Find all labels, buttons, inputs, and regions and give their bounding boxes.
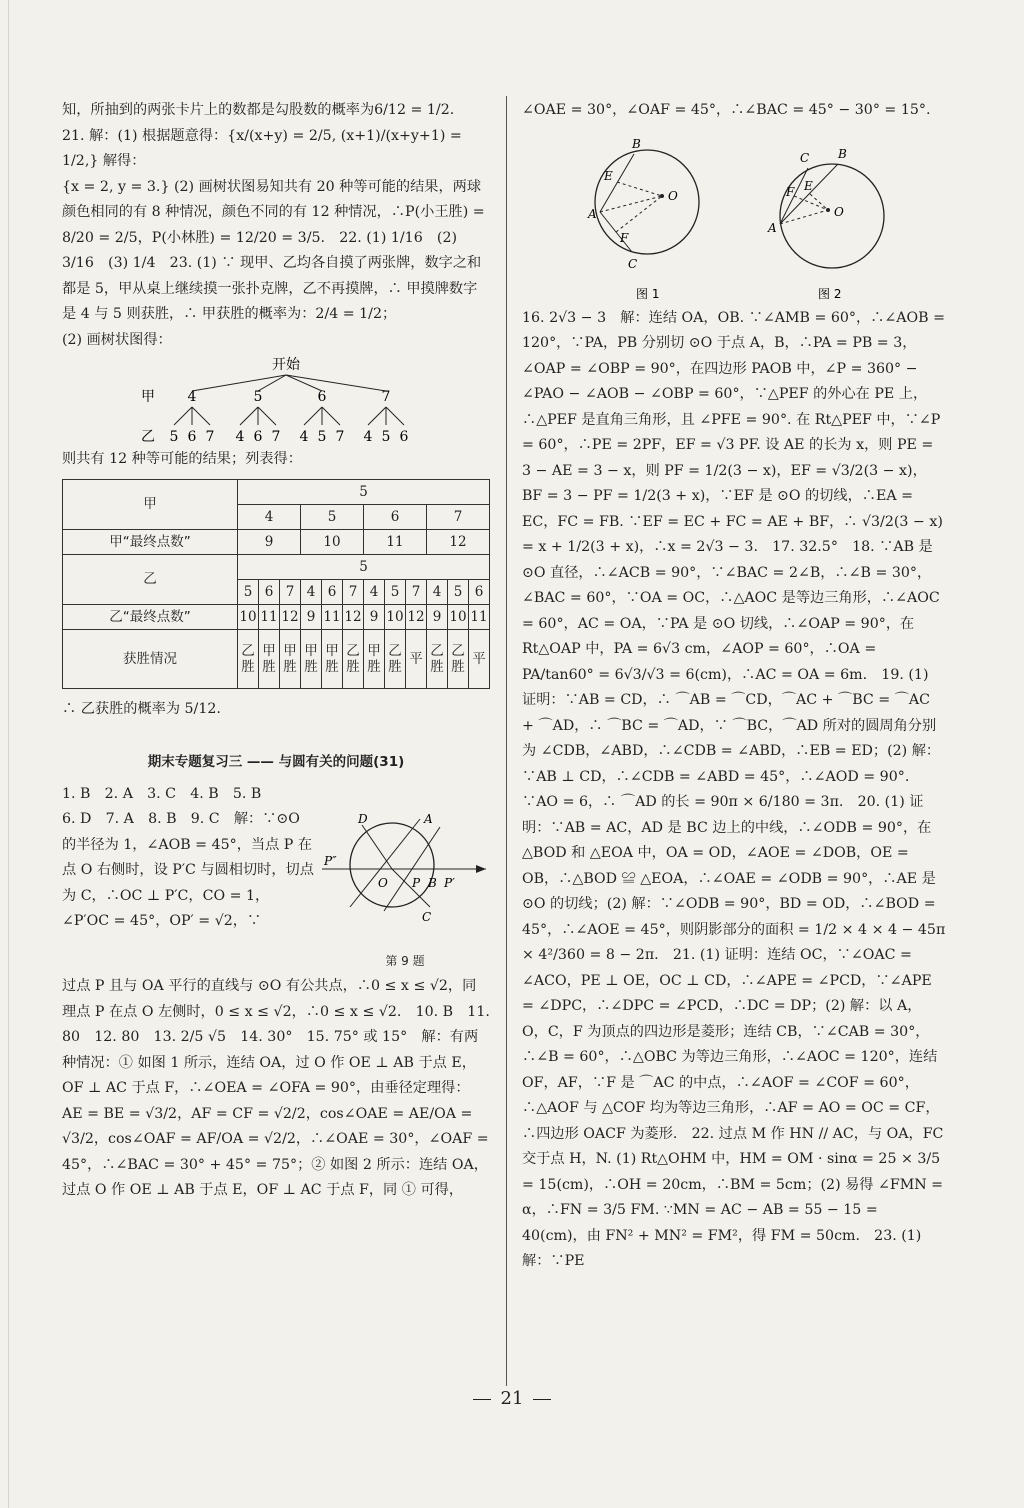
tree-row1-label: 甲 xyxy=(141,389,155,405)
fig9-label: O xyxy=(378,876,388,890)
jia-value: 5 xyxy=(301,504,364,529)
result-table xyxy=(62,479,490,689)
outcome: 甲胜 xyxy=(301,629,322,688)
yi-final: 9 xyxy=(427,604,448,629)
outcome: 甲胜 xyxy=(364,629,385,688)
fig2-label: B xyxy=(838,146,847,161)
section-title: 期末专题复习三 —— 与圆有关的问题(31) xyxy=(147,754,405,770)
jia-final: 12 xyxy=(427,529,490,554)
answers-line: 1. B 2. A 3. C 4. B 5. B xyxy=(62,785,262,802)
yi-value: 4 xyxy=(364,579,385,604)
column-divider xyxy=(506,96,507,1386)
yi-final: 9 xyxy=(364,604,385,629)
tree-node: 7 xyxy=(381,389,391,405)
yi-final: 12 xyxy=(280,604,301,629)
outcome: 平 xyxy=(469,629,490,688)
yi-final: 11 xyxy=(322,604,343,629)
page-number-value: 21 xyxy=(500,1388,524,1409)
yi-value: 5 xyxy=(238,579,259,604)
right-top-text: ∠OAE = 30°，∠OAF = 45°，∴∠BAC = 45° − 30° = 15°. xyxy=(522,102,931,118)
yi-value: 6 xyxy=(322,579,343,604)
figure-9 xyxy=(320,807,490,974)
left-paragraph: {x = 2, y = 3.} (2) 画树状图易知共有 20 种等可能的结果，两球颜色相同的有 8 种情况，颜色不同的有 12 种情况，∴P(小王胜) = 8/20 = 2/5，P(小林胜) = 12/20 = 3/5. 22. (1) 1/16 (2) 3/16 (3) 1/4 23. (1) ∵ 现甲、乙均各自摸了两张牌，数字之和都是 5，甲从桌上继续摸一张扑克牌，乙不再摸牌，∴ 甲摸牌数字是 4 与 5 则获胜，∴ 甲获胜的概率为：2/4 = 1/2； xyxy=(62,178,485,322)
tree-leaf: 4 xyxy=(299,429,309,445)
fig1-label: F xyxy=(620,230,629,245)
tree-leaf: 4 xyxy=(363,429,373,445)
jia-final: 11 xyxy=(364,529,427,554)
yi-value: 7 xyxy=(280,579,301,604)
fig1-label: E xyxy=(604,168,613,183)
fig9-label: B xyxy=(428,876,437,890)
page-number-dash-right xyxy=(533,1399,551,1400)
jia-final: 10 xyxy=(301,529,364,554)
outcome: 乙胜 xyxy=(343,629,364,688)
fig9-label: P xyxy=(412,876,421,890)
jia-value: 7 xyxy=(427,504,490,529)
figure-9-diagram xyxy=(320,807,490,939)
fig1-label: A xyxy=(588,206,597,221)
yi-final-label: 乙“最终点数” xyxy=(63,604,238,629)
right-rest-text: 16. 2√3 − 3 解：连结 OA，OB. ∵∠AMB = 60°，∴∠AOB = 120°，∵PA，PB 分别切 ⊙O 于点 A，B，∴PA = PB = 3，∠OAP = ∠OBP = 90°，在四边形 PAOB 中，∠P = 360° − ∠PAO − ∠AOB − ∠OBP = 60°，∵△PEF 的外心在 PE 上，∴△PEF 是直角三角形，且 ∠PFE = 90°. 在 Rt△PEF 中，∵∠P = 60°，∴PE = 2PF，EF = √3 PF. 设 AE 的长为 x，则 PE = 3 − AE = 3 − x，则 PF = 1/2(3 − x)，EF = √3/2(3 − x)，BF = 3 − PF = 1/2(3 + x)，∵EF 是 ⊙O 的切线，∴EA = EC，FC = FB. ∵EF = EC + FC = AE + BF，∴ √3/2(3 − x) = x + 1/2(3 + x)，∴x = 2√3 − 3. 17. 32.5° 18. ∵AB 是 ⊙O 直径，∴∠ACB = 90°，∵∠BAC = 2∠B，∴∠B = 30°，∠BAC = 60°，∵OA = OC，∴△AOC 是等边三角形，∴∠AOC = 60°，AC = OA，∵PA 是 ⊙O 切线，∴∠OAP = 90°，在 Rt△OAP 中，PA = 6√3 cm，∠AOP = 60°，∴OA = PA/tan60° = 6√3/√3 = 6(cm)，∴AC = OA = 6m. 19. (1) 证明：∵AB = CD，∴ ⌒AB = ⌒CD，⌒AC + ⌒BC = ⌒AC + ⌒AD，∴ ⌒BC = ⌒AD，∵ ⌒BC，⌒AD 所对的圆周角分别为 ∠CDB，∠ABD，∴∠CDB = ∠ABD，∴EB = ED；(2) 解：∵AB ⊥ CD，∴∠CDB = ∠ABD = 45°，∴∠AOD = 90°. ∵AO = 6，∴ ⌒AD 的长 = 90π × 6/180 = 3π. 20. (1) 证明：∵AB = AC，AD 是 BC 边上的中线，∴∠ODB = 90°，在 △BOD 和 △EOA 中，OA = OD，∠AOE = ∠DOB，OE = OB，∴△BOD ≌ △EOA，∴∠OAE = ∠ODB = 90°，∴AE 是 ⊙O 的切线；(2) 解：∵∠ODB = 90°，BD = OD，∴∠BOD = 45°，∴∠AOE = 45°，则阴影部分的面积 = 1/2 × 4 × 4 − 45π × 4²/360 = 8 − 2π. 21. (1) 证明：连结 OC，∵∠OAC = ∠ACO，PE ⊥ OE，OC ⊥ CD，∴∠APE = ∠PCD，∵∠APE = ∠DPC，∴∠DPC = ∠PCD，∴DC = DP；(2) 解：以 A，O，C，F 为顶点的四边形是菱形；连结 CB，∵∠CAB = 30°，∴∠B = 60°，∴△OBC 为等边三角形，∴∠AOC = 120°，连结 OF，AF，∵F 是 ⌒AC 的中点，∴∠AOF = ∠COF = 60°，∴△AOF 与 △COF 均为等边三角形，∴AF = AO = OC = CF，∴四边形 OACF 为菱形. 22. 过点 M 作 HN // AC，与 OA，FC 交于点 H，N. (1) Rt△OHM 中，HM = OM · sinα = 25 × 3/5 = 15(cm)，∴OH = 20cm，∴BM = 5cm；(2) 易得 ∠FMN = α，∴FN = 3/5 FM. ∵MN = AC − AB = 55 − 15 = 40(cm)，由 FN² + MN² = FM²，得 FM = 50cm. 23. (1) 解：∵PE xyxy=(522,309,946,1269)
tree-leaf: 5 xyxy=(381,429,391,445)
tree-leaf: 6 xyxy=(399,429,409,445)
tree-leaf: 6 xyxy=(253,429,263,445)
tree-root: 开始 xyxy=(272,357,300,373)
yi-probability: ∴ 乙获胜的概率为 5/12. xyxy=(62,700,221,717)
yi-value: 4 xyxy=(427,579,448,604)
outcome: 乙胜 xyxy=(385,629,406,688)
page-number-dash-left xyxy=(473,1399,491,1400)
tree-diagram xyxy=(62,355,490,447)
tree-node: 4 xyxy=(187,389,197,405)
outcome: 甲胜 xyxy=(280,629,301,688)
figure-1-caption: 图 1 xyxy=(636,286,660,301)
yi-final: 9 xyxy=(301,604,322,629)
scan-edge xyxy=(8,0,9,1508)
yi-label: 乙 xyxy=(63,554,238,604)
left-paragraph: 知，所抽到的两张卡片上的数都是勾股数的概率为6/12 = 1/2. xyxy=(62,102,455,118)
yi-value: 5 xyxy=(385,579,406,604)
tree-node: 5 xyxy=(253,389,263,405)
fig2-label: E xyxy=(804,178,813,193)
yi-value: 7 xyxy=(406,579,427,604)
yi-value: 4 xyxy=(301,579,322,604)
outcome: 乙胜 xyxy=(448,629,469,688)
outcome: 甲胜 xyxy=(322,629,343,688)
fig2-label: C xyxy=(800,150,810,165)
tree-leaf: 5 xyxy=(169,429,179,445)
right-column xyxy=(522,98,946,1275)
outcome: 乙胜 xyxy=(427,629,448,688)
figure-1 xyxy=(587,137,699,301)
yi-value: 7 xyxy=(343,579,364,604)
tree-leaf: 4 xyxy=(235,429,245,445)
jia-label: 甲 xyxy=(63,479,238,529)
tree-leaf: 5 xyxy=(317,429,327,445)
figures-1-2 xyxy=(522,124,946,306)
outcome: 平 xyxy=(406,629,427,688)
outcome-label: 获胜情况 xyxy=(63,629,238,688)
figure-2-caption: 图 2 xyxy=(818,286,842,301)
jia-value: 4 xyxy=(238,504,301,529)
yi-final: 11 xyxy=(469,604,490,629)
yi-final: 10 xyxy=(448,604,469,629)
figure-9-caption: 第 9 题 xyxy=(385,953,425,968)
fig9-label: A xyxy=(424,812,433,826)
yi-final: 10 xyxy=(238,604,259,629)
yi-final: 12 xyxy=(406,604,427,629)
jia-final-label: 甲“最终点数” xyxy=(63,529,238,554)
yi-value: 6 xyxy=(259,579,280,604)
fig9-label: P″ xyxy=(324,854,337,868)
fig1-label: O xyxy=(668,188,678,203)
fig2-label: A xyxy=(768,220,777,235)
outcome: 甲胜 xyxy=(259,629,280,688)
fig9-label: P′ xyxy=(444,876,455,890)
yi-top: 5 xyxy=(238,554,490,579)
left-paragraph: (2) 画树状图得： xyxy=(62,331,172,348)
outcome: 乙胜 xyxy=(238,629,259,688)
yi-final: 11 xyxy=(259,604,280,629)
tree-row2-label: 乙 xyxy=(141,429,155,445)
fig9-label: C xyxy=(422,910,432,924)
tree-node: 6 xyxy=(317,389,327,405)
figure-2 xyxy=(767,147,884,301)
page-number xyxy=(0,1388,1024,1409)
left-paragraph: 21. 解：(1) 根据题意得：{x/(x+y) = 2/5, (x+1)/(x+y+1) = 1/2,} 解得： xyxy=(62,127,462,169)
fig1-label: C xyxy=(628,256,638,271)
jia-top: 5 xyxy=(238,479,490,504)
left-rest-text: 过点 P 且与 OA 平行的直线与 ⊙O 有公共点，∴0 ≤ x ≤ √2，同理点 P 在点 O 左侧时，0 ≤ x ≤ √2，∴0 ≤ x ≤ √2. 10. B 11. 80 12. 80 13. 2/5 √5 14. 30° 15. 75° 或 15° 解：有两种情况：① 如图 1 所示，连结 OA，过 O 作 OE ⊥ AB 于点 E，OF ⊥ AC 于点 F，∴∠OEA = ∠OFA = 90°，由垂径定理得：AE = BE = √3/2，AF = CF = √2/2，cos∠OAE = AE/OA = √3/2，cos∠OAF = AF/OA = √2/2，∴∠OAE = 30°，∠OAF = 45°，∴∠BAC = 30° + 45° = 75°；② 如图 2 所示：连结 OA，过点 O 作 OE ⊥ AB 于点 E，OF ⊥ AC 于点 F，同 ① 可得， xyxy=(62,978,490,1198)
left-column xyxy=(62,98,490,1204)
fig1-label: B xyxy=(632,136,641,151)
yi-final: 10 xyxy=(385,604,406,629)
tree-leaf: 7 xyxy=(271,429,281,445)
after-tree-text: 则共有 12 种等可能的结果；列表得： xyxy=(62,451,302,467)
fig9-label: D xyxy=(358,812,368,826)
tree-leaf: 7 xyxy=(335,429,345,445)
fig2-label: F xyxy=(786,184,795,199)
jia-value: 6 xyxy=(364,504,427,529)
jia-final: 9 xyxy=(238,529,301,554)
fig2-label: O xyxy=(834,204,844,219)
yi-value: 6 xyxy=(469,579,490,604)
yi-value: 5 xyxy=(448,579,469,604)
yi-final: 12 xyxy=(343,604,364,629)
tree-leaf: 7 xyxy=(205,429,215,445)
q9-text: 6. D 7. A 8. B 9. C 解：∵⊙O 的半径为 1，∠AOB = 45°，当点 P 在点 O 右侧时，设 P′C 与圆相切时，切点为 C，∴OC ⊥ P′C，CO = 1，∠P′OC = 45°，OP′ = √2，∵ xyxy=(62,811,314,929)
tree-leaf: 6 xyxy=(187,429,197,445)
